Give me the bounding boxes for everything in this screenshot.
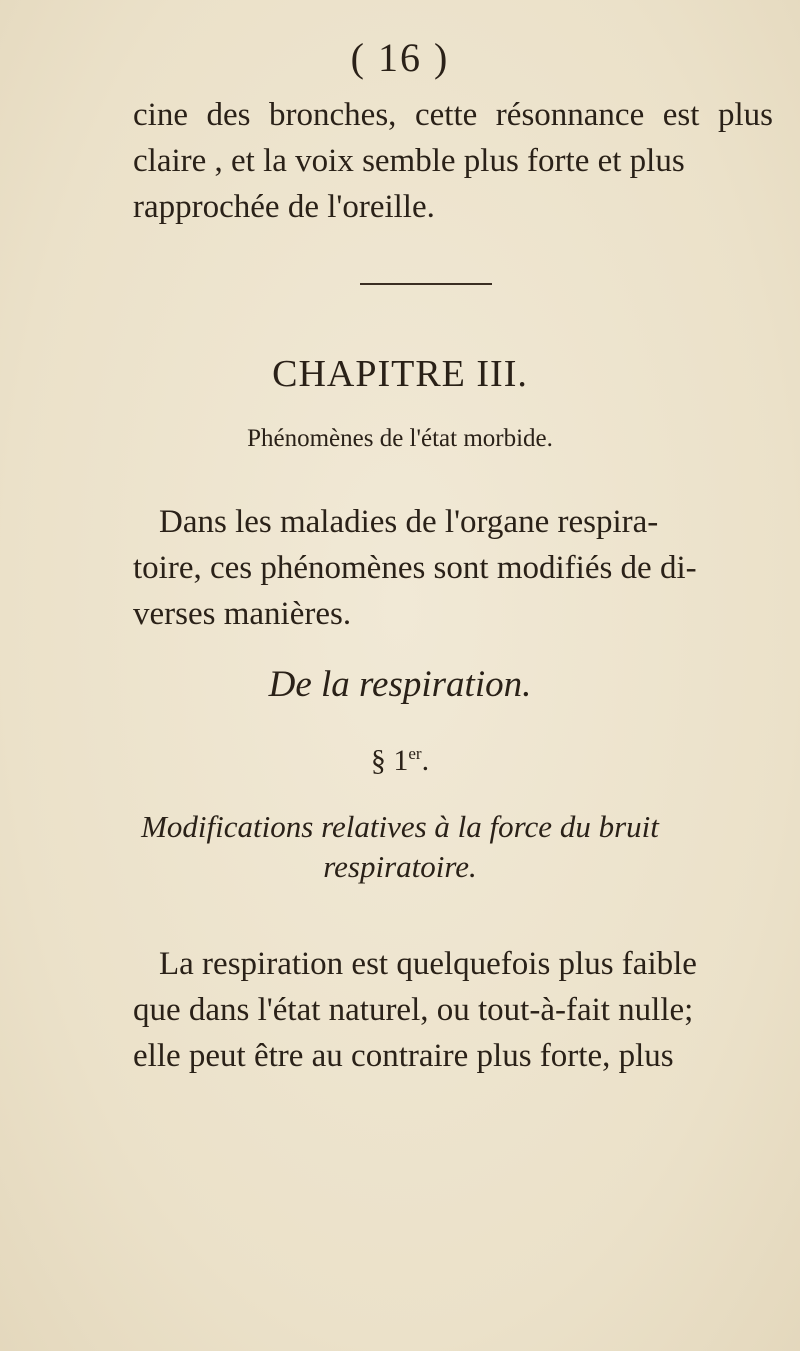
chapter-paragraph bbox=[133, 499, 773, 637]
body-line-3: elle peut être au contraire plus forte, plus bbox=[133, 1038, 674, 1074]
section-number-suffix: er bbox=[408, 744, 422, 763]
section-divider bbox=[360, 283, 492, 285]
intro-line-2: claire , et la voix semble plus forte et plus bbox=[133, 143, 685, 179]
chapter-title: CHAPITRE III. bbox=[272, 353, 528, 395]
chapter-line-2: toire, ces phénomènes sont modifiés de di- bbox=[133, 550, 697, 586]
body-line-2: que dans l'état naturel, ou tout-à-fait nulle; bbox=[133, 992, 694, 1028]
intro-paragraph bbox=[133, 92, 773, 230]
section-heading: De la respiration. bbox=[268, 664, 532, 705]
section-number: § 1er. bbox=[370, 744, 430, 777]
section-number-value: 1 bbox=[393, 744, 409, 777]
subsection-title-line-2: respiratoire. bbox=[323, 849, 477, 884]
body-line-1: La respiration est quelquefois plus faible bbox=[159, 946, 697, 982]
intro-line-1: cine des bronches, cette résonnance est plus bbox=[133, 97, 773, 133]
chapter-subtitle: Phénomènes de l'état morbide. bbox=[247, 425, 553, 452]
body-paragraph bbox=[133, 941, 773, 1079]
section-mark: § bbox=[370, 744, 386, 777]
page-number: ( 16 ) bbox=[350, 35, 450, 80]
subsection-title bbox=[0, 807, 800, 887]
chapter-line-3: verses manières. bbox=[133, 596, 352, 632]
intro-line-3: rapprochée de l'oreille. bbox=[133, 189, 435, 225]
chapter-line-1: Dans les maladies de l'organe respira- bbox=[159, 504, 659, 540]
subsection-title-line-1: Modifications relatives à la force du bruit bbox=[141, 809, 659, 844]
